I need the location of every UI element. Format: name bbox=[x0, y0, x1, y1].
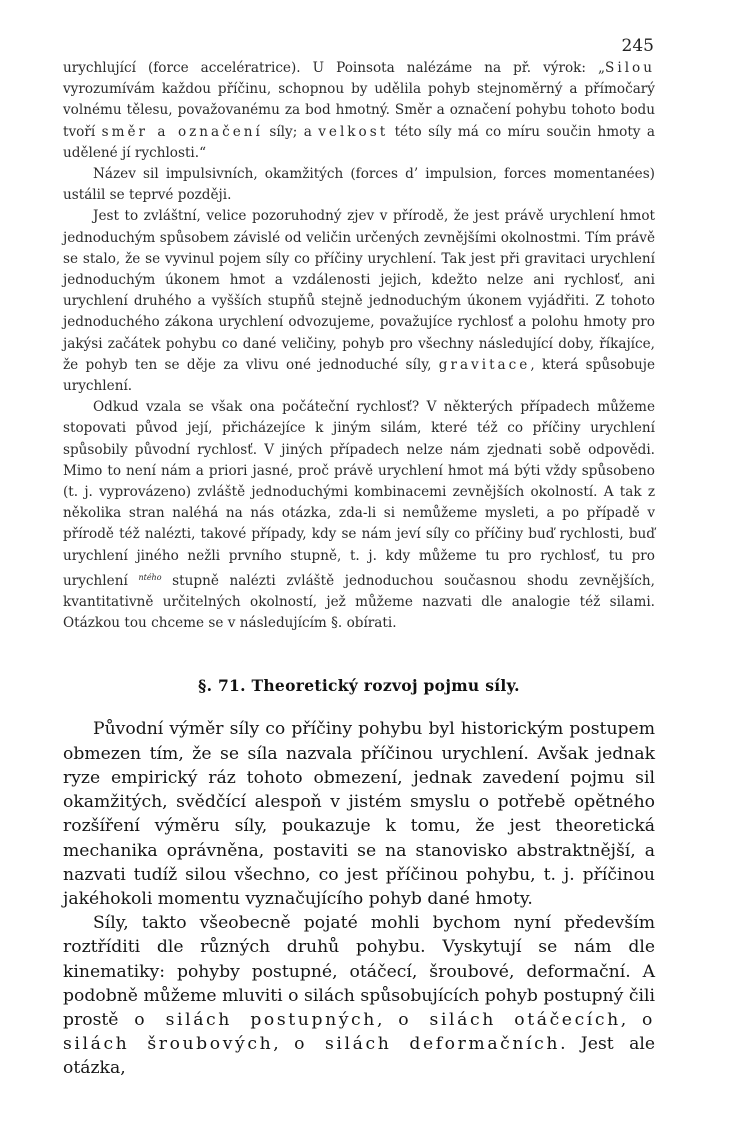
text-run: Odkud vzala se však ona počáteční rychlosť? V některých případech můžeme stopovati původ její, přicházejíce k jiným silám, které též co příčiny urychlení spůsobily původní rychlosť. V jiných případech nelze nám zjednati sobě odpovědi. Mimo to není nám a priori jasné, proč právě urychlení hmot má býti vždy spůsobeno (t. j. vyprovázeno) zvláště jednoduchými kombinacemi zevnějších okolností. A tak z několika stran naléhá na nás otázka, zda-li si nemůžeme mysleti, a po případě v přírodě též nalézti, takové případy, kdy se nám jeví síly co příčiny buď rychlosti, buď urychlení jiného nežli prvního stupně, t. j. kdy můžeme tu pro rychlosť, tu pro urychlení bbox=[63, 399, 655, 589]
paragraph bbox=[63, 206, 655, 397]
text-run: , bbox=[273, 1034, 295, 1055]
text-run: stupně nalézti zvláště jednoduchou současnou shodu zevnějších, kvantitativně určitelných okolností, jež můžeme nazvati dle analogie též silami. Otázkou tou chceme se v následujícím §. obírati. bbox=[63, 572, 655, 632]
emphasized-text: o silách šroubových bbox=[63, 1009, 655, 1055]
page-number: 245 bbox=[621, 36, 654, 56]
paragraph bbox=[63, 717, 655, 911]
paragraph bbox=[63, 164, 655, 206]
text-run: urychlující (force accelératrice). U Poinsota nalézáme na př. výrok: „ bbox=[63, 60, 606, 76]
text-run: této síly má co míru součin hmoty a udělené jí rychlosti.“ bbox=[63, 123, 655, 161]
text-run: síly; a bbox=[262, 123, 319, 140]
emphasized-text: gravitace bbox=[438, 356, 531, 373]
page-body bbox=[63, 58, 655, 1081]
text-run: Jest to zvláštní, velice pozoruhodný zjev v přírodě, že jest právě urychlení hmot jednoduchým spůsobem závislé od veličin určených zevnějšími okolnostmi. Tím právě se stalo, že se vyvinul pojem síly co příčiny urychlení. Tak jest při gravitaci urychlení jednoduchým úkonem hmot a vzdálenosti jejich, kdežto nelze ani rychlosť, ani urychlení druhého a vyšších stupňů stejně jednoduchým úkonem vyjádřiti. Z tohoto jednoduchého zákona urychlení odvozujeme, považujíce rychlosť a polohu hmoty pro jakýsi začátek pohybu co dané veličiny, pohyb pro všechny následující doby, říkajíce, že pohyb ten se děje za vlivu oné jednoduché síly, bbox=[63, 208, 655, 373]
paragraph bbox=[63, 911, 655, 1080]
text-run: Původní výměr síly co příčiny pohybu byl historickým postupem obmezen tím, že se síla nazvala příčinou urychlení. Avšak jednak ryze empirický ráz tohoto obmezení, jednak zavedení pojmu sil okamžitých, svědčící alespoň v jistém smyslu o potřebě opětného rozšíření výměru síly, poukazuje k tomu, že jest theoretická mechanika oprávněna, postaviti se na stanovisko abstraktnější, a nazvati tudíž silou všechno, co jest příčinou pohybu, t. j. příčinou jakéhokoli momentu vyznačujícího pohyb dané hmoty. bbox=[63, 719, 655, 909]
emphasized-text: o silách postupných bbox=[134, 1009, 377, 1030]
text-run: vyrozumívám každou příčinu, schopnou by udělila pohyb stejnoměrný a přímočarý volnému tělesu, považovanému za bod hmotný. Směr a označení pohybu tohoto bodu tvoří bbox=[63, 81, 655, 140]
text-run: Název sil impulsivních, okamžitých (forces d’ impulsion, forces momentanées) ustálil se teprvé později. bbox=[63, 166, 655, 204]
preceding-section-text bbox=[63, 58, 655, 634]
superscript: ntého bbox=[138, 572, 162, 582]
text-run: , bbox=[376, 1009, 399, 1030]
text-run: , bbox=[620, 1009, 643, 1030]
paragraph bbox=[63, 397, 655, 634]
text-run: , která spůsobuje urychlení. bbox=[63, 356, 655, 395]
text-run: . Jest ale otázka, bbox=[63, 1034, 655, 1079]
section-71-text bbox=[63, 717, 655, 1080]
emphasized-text: směr a označení bbox=[101, 123, 263, 140]
emphasized-text: Silou bbox=[605, 60, 655, 76]
paragraph bbox=[63, 58, 655, 164]
emphasized-text: o silách otáčecích bbox=[398, 1009, 621, 1030]
emphasized-text: velkost bbox=[318, 123, 389, 140]
emphasized-text: o silách deformačních bbox=[294, 1034, 561, 1055]
text-run: Síly, takto všeobecně pojaté mohli bychom nyní především roztříditi dle různých druhů pohybu. Vyskytují se nám dle kinematiky: pohyby postupné, otáčecí, šroubové, deformační. A podobně můžeme mluviti o silách spůsobujících pohyb postupný čili prostě bbox=[63, 913, 655, 1030]
section-heading: §. 71. Theoretický rozvoj pojmu síly. bbox=[198, 676, 520, 696]
